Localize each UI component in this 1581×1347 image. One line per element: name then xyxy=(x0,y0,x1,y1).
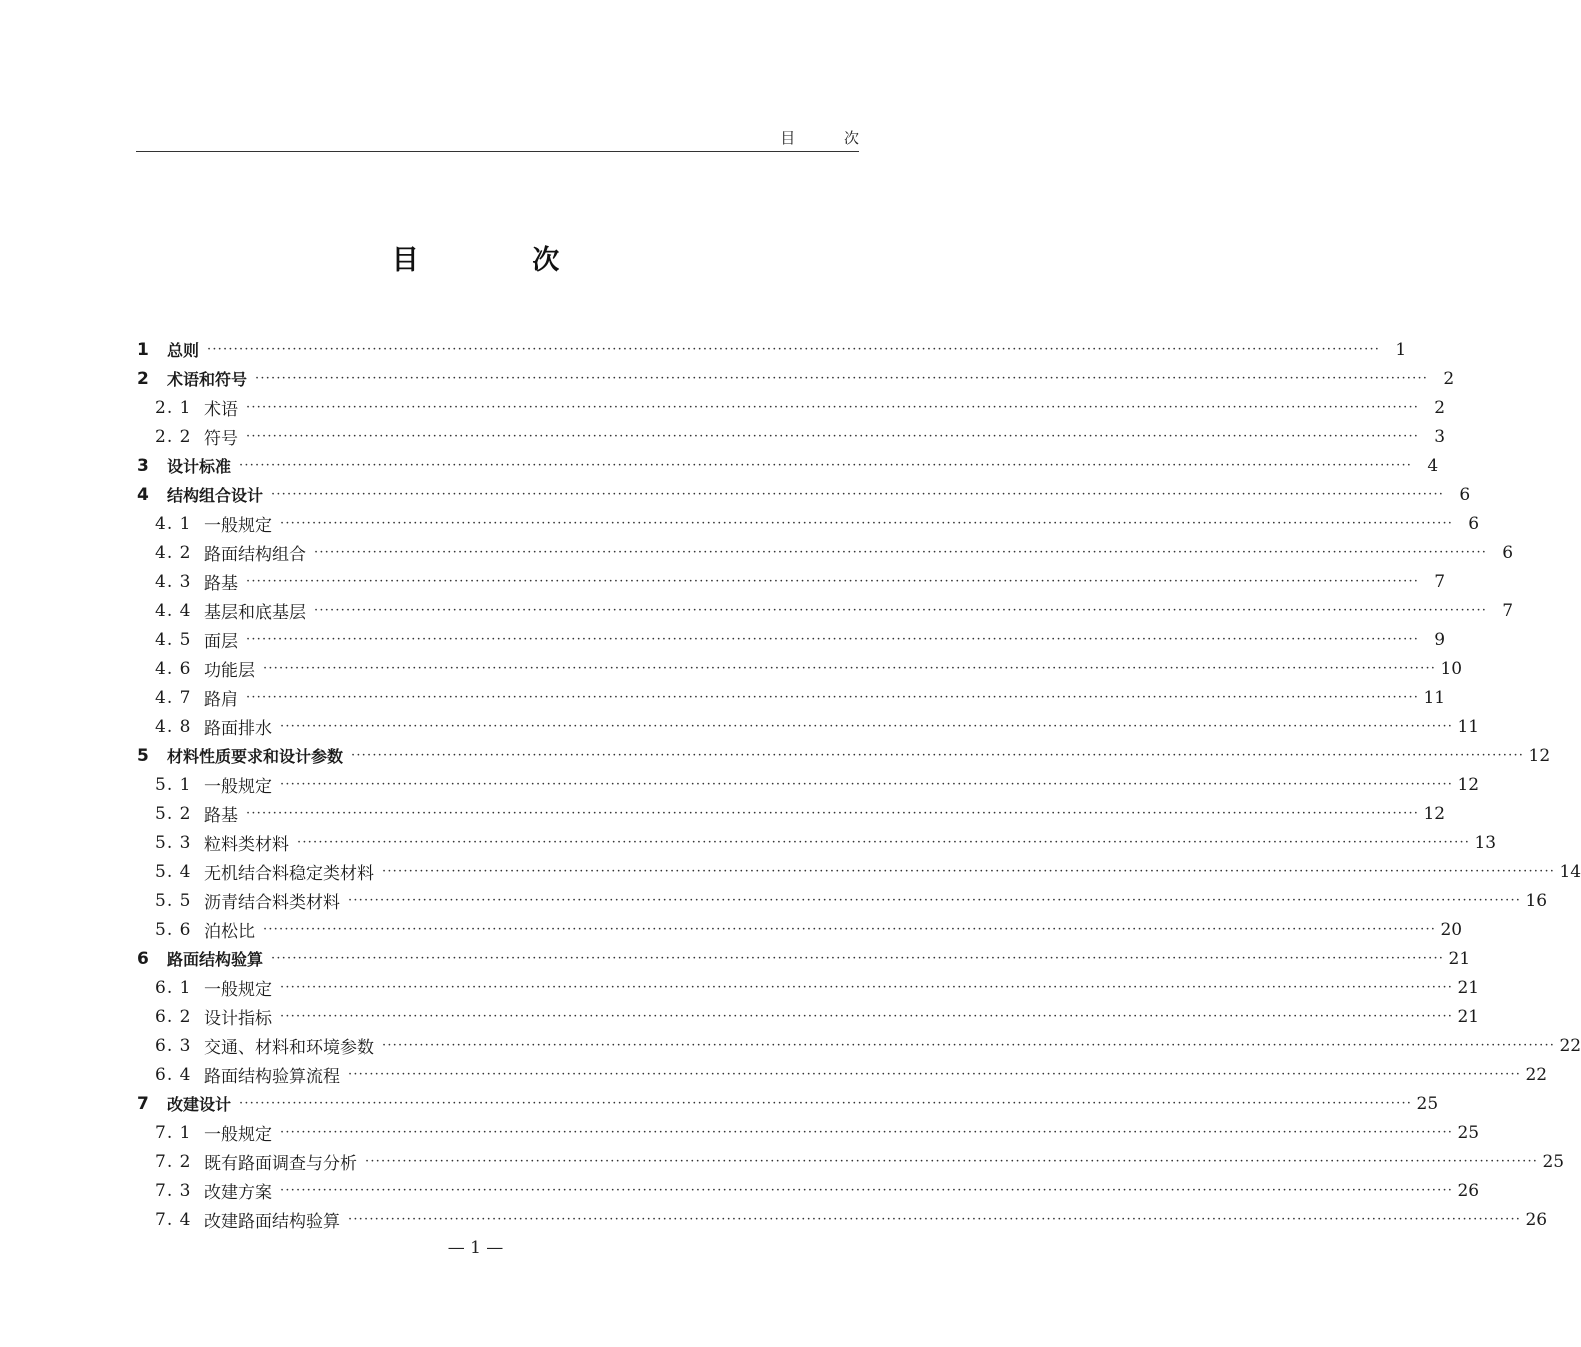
toc-section-row[interactable] xyxy=(136,1205,1548,1234)
toc-section-row[interactable] xyxy=(136,625,1446,654)
toc-section-row[interactable] xyxy=(136,1118,1480,1147)
toc-entry-title: 术语 xyxy=(204,400,238,420)
toc-entry-number: 6. 2 xyxy=(155,1006,192,1027)
toc-entry-page: 12 xyxy=(1528,745,1551,766)
toc-entry-page: 21 xyxy=(1457,1006,1480,1027)
toc-entry-page: 16 xyxy=(1525,890,1548,911)
toc-chapter-row[interactable] xyxy=(136,1089,1439,1118)
toc-section-row[interactable] xyxy=(136,538,1514,567)
toc-dot-leader: ···························································································································································································································· xyxy=(348,893,1522,908)
toc-entry-number: 6 xyxy=(137,948,149,969)
page-title: 目 次 xyxy=(391,245,612,276)
toc-entry-title: 粒料类材料 xyxy=(204,835,289,855)
toc-entry-page: 12 xyxy=(1423,803,1446,824)
toc-entry-page: 6 xyxy=(1459,484,1471,505)
toc-entry-page: 22 xyxy=(1559,1035,1581,1056)
footer-page-number: — 1 — xyxy=(447,1238,504,1258)
toc-entry-number: 6. 4 xyxy=(155,1064,192,1085)
toc-entry-number: 5 xyxy=(137,745,149,766)
toc-dot-leader: ···························································································································································································································· xyxy=(280,719,1454,734)
toc-entry-title: 路基 xyxy=(204,574,238,594)
toc-section-row[interactable] xyxy=(136,683,1446,712)
toc-section-row[interactable] xyxy=(136,857,1581,886)
toc-entry-number: 4. 3 xyxy=(155,571,192,592)
toc-chapter-row[interactable] xyxy=(136,741,1551,770)
toc-section-row[interactable] xyxy=(136,828,1497,857)
toc-entry-page: 2 xyxy=(1434,397,1446,418)
toc-dot-leader: ···························································································································································································································· xyxy=(271,951,1445,966)
toc-section-row[interactable] xyxy=(136,567,1446,596)
toc-dot-leader: ···························································································································································································································· xyxy=(348,1067,1522,1082)
toc-dot-leader: ···························································································································································································································· xyxy=(246,806,1420,821)
toc-dot-leader: ···························································································································································································································· xyxy=(280,1009,1454,1024)
toc-entry-number: 2. 1 xyxy=(155,397,192,418)
toc-section-row[interactable] xyxy=(136,509,1480,538)
toc-entry-number: 5. 3 xyxy=(155,832,192,853)
toc-section-row[interactable] xyxy=(136,422,1446,451)
toc-entry-title: 设计指标 xyxy=(204,1009,272,1029)
toc-entry-number: 7. 2 xyxy=(155,1151,192,1172)
toc-entry-number: 5. 2 xyxy=(155,803,192,824)
toc-dot-leader: ···························································································································································································································· xyxy=(263,661,1437,676)
toc-entry-page: 11 xyxy=(1423,687,1446,708)
toc-entry-number: 4. 7 xyxy=(155,687,192,708)
toc-chapter-row[interactable] xyxy=(136,944,1471,973)
toc-dot-leader: ···························································································································································································································· xyxy=(351,748,1525,763)
toc-dot-leader: ···························································································································································································································· xyxy=(382,864,1556,879)
toc-dot-leader: ···························································································································································································································· xyxy=(239,1096,1413,1111)
toc-dot-leader: ···························································································································································································································· xyxy=(314,545,1488,560)
table-of-contents xyxy=(136,335,1581,1234)
toc-entry-number: 6. 3 xyxy=(155,1035,192,1056)
toc-section-row[interactable] xyxy=(136,799,1446,828)
toc-section-row[interactable] xyxy=(136,596,1514,625)
toc-entry-title: 功能层 xyxy=(204,661,255,681)
toc-section-row[interactable] xyxy=(136,1002,1480,1031)
toc-entry-page: 2 xyxy=(1443,368,1455,389)
toc-entry-title: 路面结构验算流程 xyxy=(204,1067,340,1087)
toc-entry-number: 3 xyxy=(137,455,149,476)
toc-entry-title: 路肩 xyxy=(204,690,238,710)
toc-entry-number: 4. 8 xyxy=(155,716,192,737)
toc-dot-leader: ···························································································································································································································· xyxy=(297,835,1471,850)
toc-entry-title: 路基 xyxy=(204,806,238,826)
toc-entry-title: 符号 xyxy=(204,429,238,449)
toc-entry-title: 路面结构组合 xyxy=(204,545,306,565)
toc-entry-title: 泊松比 xyxy=(204,922,255,942)
toc-entry-page: 6 xyxy=(1502,542,1514,563)
toc-entry-page: 21 xyxy=(1448,948,1471,969)
toc-entry-page: 4 xyxy=(1427,455,1439,476)
toc-dot-leader: ···························································································································································································································· xyxy=(314,603,1488,618)
toc-entry-page: 6 xyxy=(1468,513,1480,534)
toc-entry-title: 沥青结合料类材料 xyxy=(204,893,340,913)
toc-entry-title: 一般规定 xyxy=(204,516,272,536)
running-header: 目 次 xyxy=(780,129,881,147)
toc-entry-number: 4. 1 xyxy=(155,513,192,534)
toc-dot-leader: ···························································································································································································································· xyxy=(280,1125,1454,1140)
toc-entry-title: 面层 xyxy=(204,632,238,652)
toc-entry-page: 12 xyxy=(1457,774,1480,795)
toc-section-row[interactable] xyxy=(136,712,1480,741)
toc-entry-page: 7 xyxy=(1502,600,1514,621)
toc-entry-number: 6. 1 xyxy=(155,977,192,998)
toc-entry-title: 材料性质要求和设计参数 xyxy=(167,747,344,766)
toc-entry-title: 路面排水 xyxy=(204,719,272,739)
toc-dot-leader: ···························································································································································································································· xyxy=(280,980,1454,995)
header-rule xyxy=(136,151,859,152)
toc-entry-page: 25 xyxy=(1457,1122,1480,1143)
toc-entry-number: 7. 4 xyxy=(155,1209,192,1230)
toc-entry-page: 26 xyxy=(1457,1180,1480,1201)
toc-entry-title: 结构组合设计 xyxy=(167,486,264,505)
toc-dot-leader: ···························································································································································································································· xyxy=(382,1038,1556,1053)
toc-section-row[interactable] xyxy=(136,770,1480,799)
toc-entry-title: 改建方案 xyxy=(204,1183,272,1203)
toc-entry-number: 7. 1 xyxy=(155,1122,192,1143)
toc-entry-page: 20 xyxy=(1440,919,1463,940)
toc-section-row[interactable] xyxy=(136,393,1446,422)
toc-entry-title: 一般规定 xyxy=(204,777,272,797)
toc-chapter-row[interactable] xyxy=(136,451,1439,480)
toc-dot-leader: ···························································································································································································································· xyxy=(246,632,1420,647)
toc-entry-page: 21 xyxy=(1457,977,1480,998)
toc-dot-leader: ···························································································································································································································· xyxy=(280,777,1454,792)
toc-section-row[interactable] xyxy=(136,1176,1480,1205)
toc-entry-title: 改建设计 xyxy=(167,1095,232,1114)
toc-entry-page: 14 xyxy=(1559,861,1581,882)
toc-entry-title: 无机结合料稳定类材料 xyxy=(204,864,374,884)
toc-dot-leader: ···························································································································································································································· xyxy=(246,574,1420,589)
toc-entry-number: 5. 4 xyxy=(155,861,192,882)
toc-entry-page: 11 xyxy=(1457,716,1480,737)
toc-entry-title: 改建路面结构验算 xyxy=(204,1212,340,1232)
toc-dot-leader: ···························································································································································································································· xyxy=(348,1212,1522,1227)
toc-entry-number: 1 xyxy=(137,339,149,360)
toc-section-row[interactable] xyxy=(136,1147,1565,1176)
toc-entry-page: 7 xyxy=(1434,571,1446,592)
toc-entry-number: 4. 5 xyxy=(155,629,192,650)
toc-section-row[interactable] xyxy=(136,886,1548,915)
toc-entry-page: 3 xyxy=(1434,426,1446,447)
toc-entry-page: 13 xyxy=(1474,832,1497,853)
toc-dot-leader: ···························································································································································································································· xyxy=(280,516,1454,531)
toc-entry-number: 5. 5 xyxy=(155,890,192,911)
toc-section-row[interactable] xyxy=(136,1060,1548,1089)
toc-entry-number: 5. 6 xyxy=(155,919,192,940)
toc-entry-number: 5. 1 xyxy=(155,774,192,795)
toc-dot-leader: ···························································································································································································································· xyxy=(280,1183,1454,1198)
toc-dot-leader: ···························································································································································································································· xyxy=(246,690,1420,705)
toc-entry-number: 4. 4 xyxy=(155,600,192,621)
toc-entry-page: 25 xyxy=(1542,1151,1565,1172)
toc-dot-leader: ···························································································································································································································· xyxy=(239,458,1413,473)
toc-entry-title: 交通、材料和环境参数 xyxy=(204,1038,374,1058)
toc-entry-number: 7 xyxy=(137,1093,149,1114)
toc-chapter-row[interactable] xyxy=(136,364,1455,393)
toc-dot-leader: ···························································································································································································································· xyxy=(271,487,1445,502)
toc-chapter-row[interactable] xyxy=(136,480,1471,509)
toc-entry-title: 一般规定 xyxy=(204,1125,272,1145)
toc-entry-number: 4. 2 xyxy=(155,542,192,563)
toc-entry-page: 25 xyxy=(1416,1093,1439,1114)
toc-entry-title: 设计标准 xyxy=(167,457,232,476)
toc-entry-number: 2 xyxy=(137,368,149,389)
toc-section-row[interactable] xyxy=(136,973,1480,1002)
toc-entry-page: 10 xyxy=(1440,658,1463,679)
toc-entry-page: 1 xyxy=(1395,339,1407,360)
toc-entry-title: 一般规定 xyxy=(204,980,272,1000)
toc-entry-page: 22 xyxy=(1525,1064,1548,1085)
toc-entry-title: 路面结构验算 xyxy=(167,950,264,969)
toc-entry-page: 9 xyxy=(1434,629,1446,650)
toc-entry-title: 基层和底基层 xyxy=(204,603,306,623)
toc-dot-leader: ···························································································································································································································· xyxy=(246,400,1420,415)
toc-entry-number: 4. 6 xyxy=(155,658,192,679)
toc-dot-leader: ···························································································································································································································· xyxy=(207,342,1381,357)
toc-entry-number: 2. 2 xyxy=(155,426,192,447)
toc-entry-page: 26 xyxy=(1525,1209,1548,1230)
toc-section-row[interactable] xyxy=(136,654,1463,683)
toc-entry-number: 7. 3 xyxy=(155,1180,192,1201)
toc-section-row[interactable] xyxy=(136,915,1463,944)
toc-dot-leader: ···························································································································································································································· xyxy=(246,429,1420,444)
toc-entry-title: 术语和符号 xyxy=(167,370,248,389)
toc-entry-title: 总则 xyxy=(167,341,200,360)
toc-section-row[interactable] xyxy=(136,1031,1581,1060)
toc-dot-leader: ···························································································································································································································· xyxy=(365,1154,1539,1169)
toc-chapter-row[interactable] xyxy=(136,335,1407,364)
toc-entry-title: 既有路面调查与分析 xyxy=(204,1154,357,1174)
toc-dot-leader: ···························································································································································································································· xyxy=(255,371,1429,386)
toc-entry-number: 4 xyxy=(137,484,149,505)
toc-dot-leader: ···························································································································································································································· xyxy=(263,922,1437,937)
